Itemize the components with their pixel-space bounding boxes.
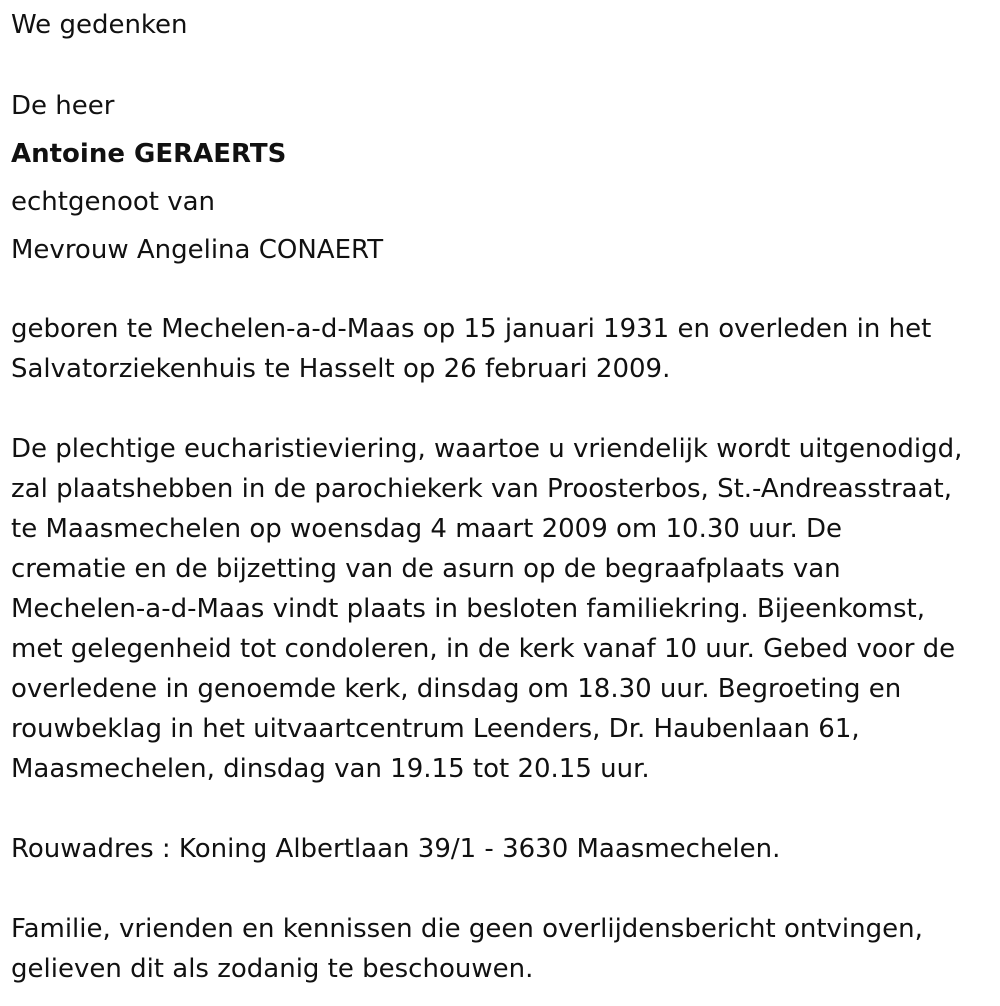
- obituary-notice: [11, 5, 991, 989]
- paragraph-line: te Maasmechelen op woensdag 4 maart 2009 om 10.30 uur. De: [11, 514, 843, 544]
- ceremony-paragraph: [11, 429, 991, 789]
- paragraph-line: geboren te Mechelen-a-d-Maas op 15 januari 1931 en overleden in het: [11, 314, 932, 344]
- paragraph-line: gelieven dit als zodanig te beschouwen.: [11, 954, 534, 984]
- paragraph-line: zal plaatshebben in de parochiekerk van Proosterbos, St.-Andreasstraat,: [11, 474, 952, 504]
- spouse-name: Mevrouw Angelina CONAERT: [11, 235, 384, 265]
- mourning-address: [11, 829, 991, 869]
- deceased-name: Antoine GERAERTS: [11, 139, 287, 169]
- paragraph-line: Rouwadres : Koning Albertlaan 39/1 - 3630 Maasmechelen.: [11, 834, 781, 864]
- paragraph-line: rouwbeklag in het uitvaartcentrum Leenders, Dr. Haubenlaan 61,: [11, 714, 860, 744]
- paragraph-line: De plechtige eucharistieviering, waartoe u vriendelijk wordt uitgenodigd,: [11, 434, 963, 464]
- paragraph-line: Salvatorziekenhuis te Hasselt op 26 februari 2009.: [11, 354, 671, 384]
- paragraph-line: crematie en de bijzetting van de asurn op de begraafplaats van: [11, 554, 841, 584]
- relation-label: echtgenoot van: [11, 187, 216, 217]
- birth-death-paragraph: [11, 309, 991, 389]
- notice-heading: We gedenken: [11, 10, 188, 40]
- paragraph-line: overledene in genoemde kerk, dinsdag om 18.30 uur. Begroeting en: [11, 674, 902, 704]
- salutation: De heer: [11, 91, 115, 121]
- paragraph-line: Mechelen-a-d-Maas vindt plaats in besloten familiekring. Bijeenkomst,: [11, 594, 925, 624]
- paragraph-line: Maasmechelen, dinsdag van 19.15 tot 20.15 uur.: [11, 754, 650, 784]
- paragraph-line: Familie, vrienden en kennissen die geen overlijdensbericht ontvingen,: [11, 914, 923, 944]
- paragraph-line: met gelegenheid tot condoleren, in de kerk vanaf 10 uur. Gebed voor de: [11, 634, 956, 664]
- closing-paragraph: [11, 909, 991, 989]
